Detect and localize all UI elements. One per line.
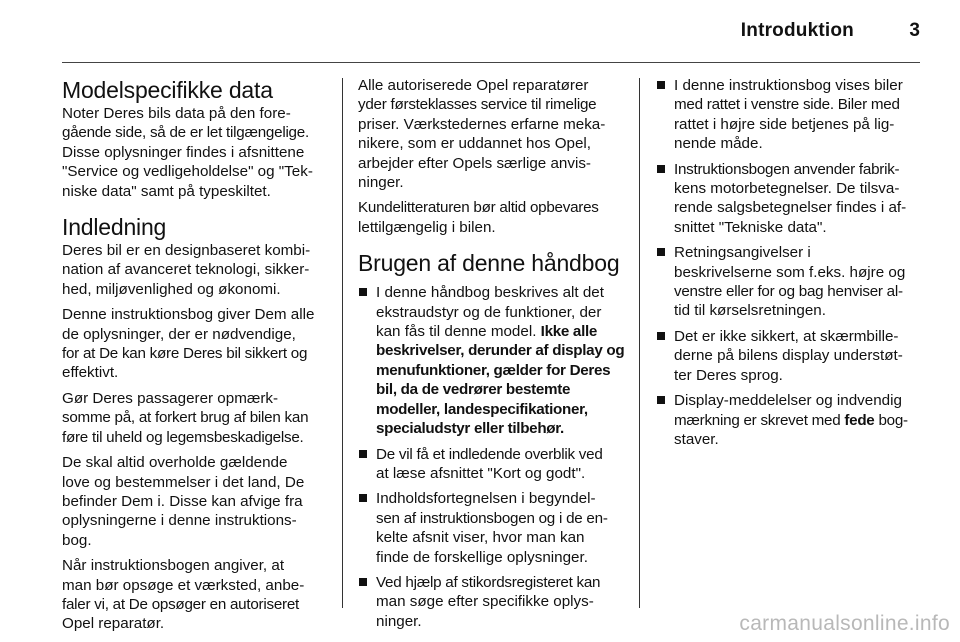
text-line: kelte afsnit viser, hvor man kan <box>376 529 585 547</box>
text-line: Opel reparatør. <box>62 615 165 633</box>
text-line: nation af avanceret teknologi, sikker- <box>62 261 310 279</box>
text-line: hed, miljøvenlighed og økonomi. <box>62 280 281 298</box>
paragraph-intro-4 <box>62 453 324 550</box>
text-line: priser. Værkstedernes erfarne meka- <box>358 115 606 133</box>
paragraph-model-data <box>62 104 324 201</box>
text-line: tid til kørselsretningen. <box>674 302 826 320</box>
text-line: ninger. <box>358 174 404 192</box>
list-item <box>358 573 624 631</box>
text-line: staver. <box>674 430 719 448</box>
text-line: Det er ikke sikkert, at skærmbille- <box>674 327 899 345</box>
list-item <box>656 391 922 449</box>
text-line: Kundelitteraturen bør altid opbevares <box>358 199 599 217</box>
text-line: oplysningerne i denne instruktions- <box>62 512 297 530</box>
text-line: Disse oplysninger findes i afsnittene <box>62 143 305 161</box>
paragraph-intro-5 <box>62 556 324 634</box>
bold-text: bil, da de vedrører bestemte <box>376 381 571 399</box>
text-line: Deres bil er en designbaseret kombi- <box>62 242 311 260</box>
list-item <box>656 76 922 154</box>
text-line: love og bestemmelser i det land, De <box>62 473 305 491</box>
text-line: Instruktionsbogen anvender fabrik- <box>674 160 900 178</box>
list-item <box>656 327 922 385</box>
column-divider-2 <box>639 78 640 608</box>
text-line: rende salgsbetegnelser findes i af- <box>674 199 907 217</box>
list-item <box>656 160 922 238</box>
text-line: Retningsangivelser i <box>674 244 811 262</box>
heading-use-of-manual: Brugen af denne håndbog <box>358 250 620 277</box>
bold-text: specialudstyr eller tilbehør. <box>376 420 564 438</box>
text-line: man søge efter specifikke oplys- <box>376 593 594 611</box>
heading-model-data: Modelspecifikke data <box>62 77 273 103</box>
column-3 <box>656 76 922 455</box>
watermark: carmanualsonline.info <box>739 612 950 635</box>
page-header <box>62 0 920 63</box>
text-line: Ved hjælp af stikordsregisteret kan <box>376 573 601 591</box>
text-line: nikere, som er uddannet hos Opel, <box>358 135 592 153</box>
text-line: bog. <box>62 531 92 549</box>
list-item <box>358 283 624 438</box>
text-line: yder førsteklasses service til rimelige <box>358 96 597 114</box>
text-line: Indholdsfortegnelsen i begyndel- <box>376 490 596 508</box>
text-line: I denne håndbog beskrives alt det <box>376 284 604 302</box>
text-line: Når instruktionsbogen angiver, at <box>62 557 285 575</box>
text-line: derne på bilens display understøt- <box>674 347 903 365</box>
list-item <box>358 445 624 484</box>
text-line: snittet "Tekniske data". <box>674 218 827 236</box>
text-line: man bør opsøge et værksted, anbe- <box>62 576 305 594</box>
text-line: somme på, at forkert brug af bilen kan <box>62 409 309 427</box>
text-line: føre til uheld og legemsbeskadigelse. <box>62 428 304 446</box>
text-line: kan fås til denne model. <box>376 323 537 341</box>
text-line: Gør Deres passagerer opmærk- <box>62 389 279 407</box>
column-2 <box>358 76 624 637</box>
text-line: for at De kan køre Deres bil sikkert og <box>62 345 308 363</box>
bullet-list-use <box>358 283 624 631</box>
text-line: kens motorbetegnelser. De tilsva- <box>674 180 900 198</box>
text-line: med rattet i venstre side. Biler med <box>674 96 900 114</box>
text-line: bog- <box>878 411 908 429</box>
bold-text: fede <box>844 411 875 429</box>
text-line: faler vi, at De opsøger en autoriseret <box>62 595 299 613</box>
bold-text: modeller, landespecifikationer, <box>376 400 588 418</box>
bullet-list-conventions <box>656 76 922 449</box>
text-line: nende måde. <box>674 135 763 153</box>
text-line: rattet i højre side betjenes på lig- <box>674 115 895 133</box>
text-line: Alle autoriserede Opel reparatører <box>358 77 589 94</box>
paragraph-literature <box>358 198 624 237</box>
text-line: niske data" samt på typeskiltet. <box>62 182 271 200</box>
heading-introduction: Indledning <box>62 214 167 241</box>
bold-text: Ikke alle <box>540 323 598 341</box>
text-line: sen af instruktionsbogen og i de en- <box>376 509 608 527</box>
page-number: 3 <box>909 20 920 41</box>
text-line: De skal altid overholde gældende <box>62 454 288 472</box>
chapter-title: Introduktion <box>740 20 854 41</box>
text-line: at læse afsnittet "Kort og godt". <box>376 464 586 482</box>
text-line: ter Deres sprog. <box>674 366 783 384</box>
text-line: arbejder efter Opels særlige anvis- <box>358 154 591 172</box>
bold-text: beskrivelser, derunder af display og <box>376 342 625 360</box>
text-line: De vil få et indledende overblik ved <box>376 445 603 463</box>
text-line: gående side, så de er let tilgængelige. <box>62 124 309 142</box>
text-line: Noter Deres bils data på den fore- <box>62 105 291 122</box>
text-line: finde de forskellige oplysninger. <box>376 548 588 566</box>
text-line: lettilgængelig i bilen. <box>358 218 496 236</box>
text-line: mærkning er skrevet med <box>674 411 841 429</box>
text-line: effektivt. <box>62 364 119 382</box>
text-line: venstre eller for og bag henviser al- <box>674 283 903 301</box>
paragraph-workshops <box>358 76 624 192</box>
paragraph-intro-1 <box>62 241 324 299</box>
column-1 <box>62 76 324 640</box>
paragraph-intro-2 <box>62 305 324 383</box>
text-line: Denne instruktionsbog giver Dem alle <box>62 306 315 324</box>
list-item <box>358 489 624 567</box>
text-line: ninger. <box>376 612 422 630</box>
text-line: beskrivelserne som f.eks. højre og <box>674 263 906 281</box>
column-divider-1 <box>342 78 343 608</box>
text-line: befinder Dem i. Disse kan afvige fra <box>62 492 303 510</box>
text-line: I denne instruktionsbog vises biler <box>674 77 903 94</box>
bold-text: menufunktioner, gælder for Deres <box>376 361 611 379</box>
text-line: ekstraudstyr og de funktioner, der <box>376 303 602 321</box>
paragraph-intro-3 <box>62 389 324 447</box>
text-line: Display-meddelelser og indvendig <box>674 392 902 410</box>
list-item <box>656 243 922 321</box>
text-line: de oplysninger, der er nødvendige, <box>62 325 296 343</box>
text-line: "Service og vedligeholdelse" og "Tek- <box>62 163 313 181</box>
